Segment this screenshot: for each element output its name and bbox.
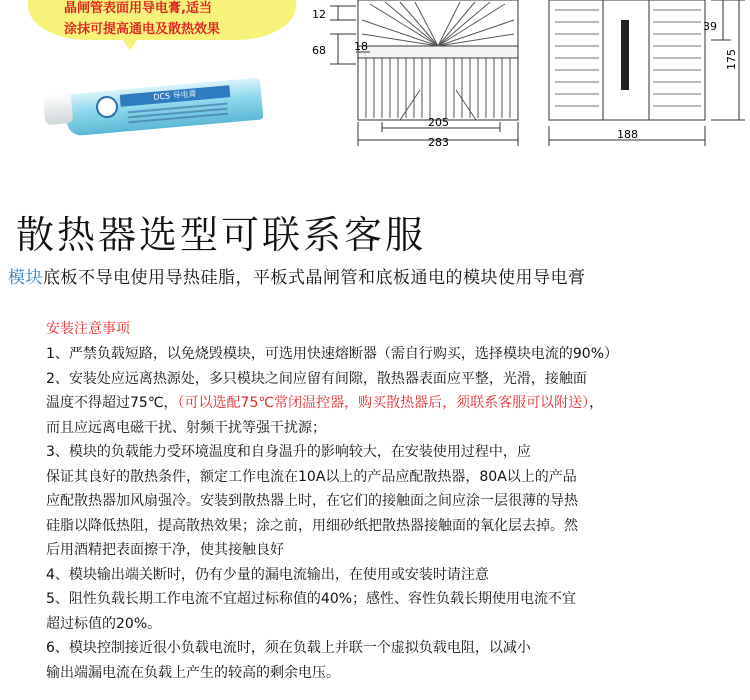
note-line: 1、严禁负载短路，以免烧毁模块，可选用快速熔断器（需自行购买，选择模块电流的90%） — [46, 346, 619, 362]
note-line: 而且应远离电磁干扰、射频干扰等强干扰源； — [46, 419, 326, 436]
dim-12: 12 — [312, 8, 326, 21]
subtitle-text: 底板不导电使用导热硅脂，平板式晶闸管和底板通电的模块使用导电膏 — [43, 268, 586, 288]
dim-68: 68 — [312, 44, 326, 57]
dim-188: 188 — [617, 128, 638, 141]
notes-list — [46, 342, 746, 685]
note-line — [46, 391, 746, 416]
note-line: 3、模块的负载能力受环境温度和自身温升的影响较大，在安装使用过程中，应 — [46, 444, 531, 460]
paste-tube-cap — [43, 93, 74, 125]
note-line: 2、安装处应远离热源处，多只模块之间应留有间隙，散热器表面应平整，光滑，接触面 — [46, 370, 587, 387]
subtitle-accent: 模块 — [8, 268, 43, 288]
side-clamp-bar — [621, 20, 629, 90]
paste-tube-label: DCS 导电膏 — [120, 85, 231, 107]
note-line: 5、阻性负载长期工作电流不宜超过标称值的40%；感性、容性负载长期使用电流不宜 — [46, 591, 577, 607]
note-line: 4、模块输出端关断时，仍有少量的漏电流输出，在使用或安装时请注意 — [46, 566, 489, 583]
note-text: ， — [589, 395, 604, 411]
bubble-line-1: 晶闸管表面用导电膏,适当 — [64, 1, 212, 16]
note-text: 温度不得超过75℃， — [46, 395, 178, 411]
notes-title: 安装注意事项 — [46, 321, 130, 337]
heatsink-front-drawing — [300, 0, 535, 150]
note-line: 硅脂以降低热阻，提高散热效果；涂之前，用细砂纸把散热器接触面的氧化层去掉。然 — [46, 517, 578, 534]
heatsink-side-drawing — [545, 0, 750, 150]
note-line: 保证其良好的散热条件，额定工作电流在10A以上的产品应配散热器，80A以上的产品 — [46, 468, 577, 485]
note-line: 应配散热器加风扇强冷。安装到散热器上时，在它们的接触面之间应涂一层很薄的导热 — [46, 493, 578, 509]
promo-bubble-text — [64, 0, 294, 40]
dim-175: 175 — [725, 49, 738, 70]
dim-39: 39 — [703, 20, 717, 33]
dim-205: 205 — [428, 116, 449, 129]
note-line: 6、模块控制接近很小负载电流时，须在负载上并联一个虚拟负载电阻，以减小 — [46, 640, 531, 656]
page-title: 散热器选型可联系客服 — [16, 213, 427, 257]
note-line: 输出端漏电流在负载上产生的较高的剩余电压。 — [46, 664, 340, 681]
note-highlight: （可以选配75℃常闭温控器，购买散热器后，须联系客服可以附送） — [177, 395, 590, 411]
subtitle-line — [8, 263, 586, 288]
dim-283: 283 — [428, 136, 449, 149]
bubble-line-2: 涂抹可提高通电及散热效果 — [64, 22, 221, 37]
note-line: 后用酒精把表面擦干净，使其接触良好 — [46, 542, 284, 558]
note-line: 超过标值的20%。 — [46, 615, 162, 632]
dim-18: 18 — [354, 40, 368, 53]
